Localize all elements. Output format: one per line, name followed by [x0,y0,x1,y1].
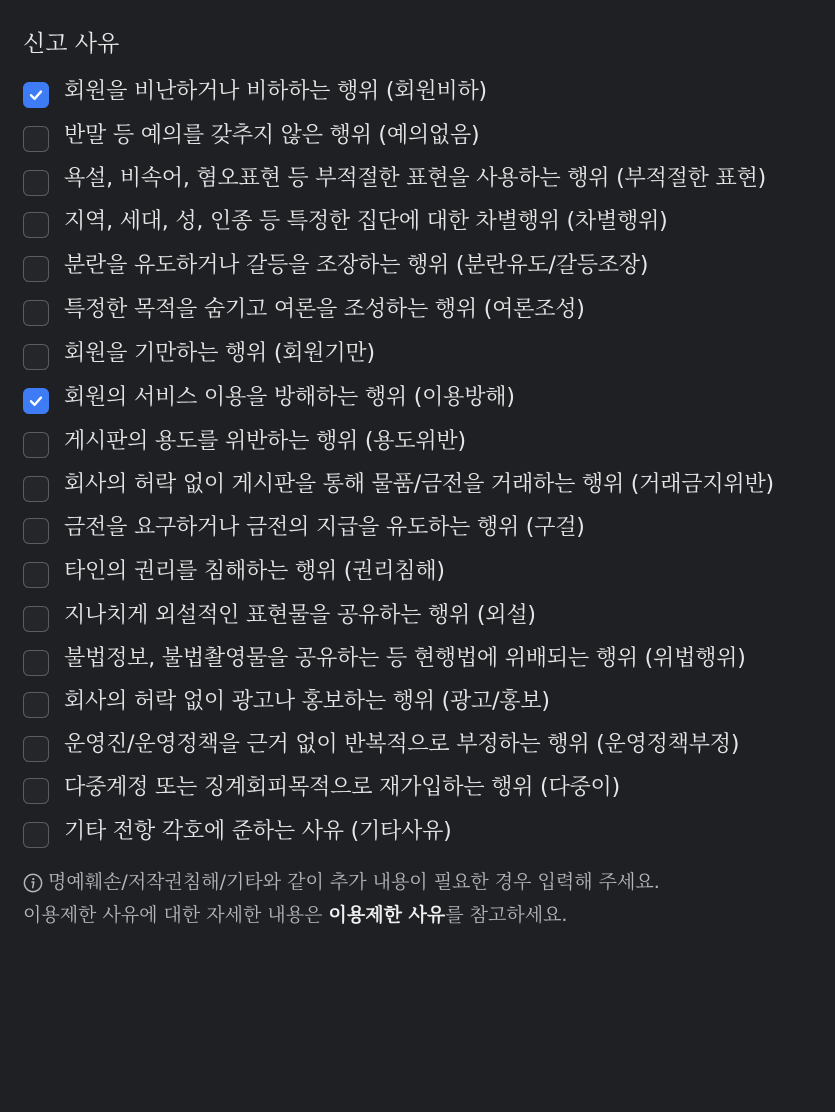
notice [23,866,813,932]
checkbox[interactable] [23,562,49,588]
reason-item-4[interactable] [23,244,813,288]
checkbox[interactable] [23,476,49,502]
reason-label: 회원을 기만하는 행위 (회원기만) [64,341,375,366]
reason-item-5[interactable] [23,288,813,332]
reason-item-3[interactable] [23,200,813,244]
checkbox[interactable] [23,778,49,804]
reason-label: 불법정보, 불법촬영물을 공유하는 등 현행법에 위배되는 행위 (위법행위) [64,646,746,671]
reason-item-13[interactable] [23,638,813,680]
info-circle-icon [23,873,43,893]
checkmark-icon [28,87,44,103]
reason-item-16[interactable] [23,766,813,810]
checkbox[interactable] [23,518,49,544]
reason-item-11[interactable] [23,550,813,594]
reason-list [23,70,813,854]
reason-label: 회사의 허락 없이 게시판을 통해 물품/금전을 거래하는 행위 (거래금지위반) [64,472,774,497]
notice-line-1 [23,866,813,899]
checkbox[interactable] [23,126,49,152]
section-title: 신고 사유 [23,31,120,57]
reason-item-8[interactable] [23,420,813,464]
checkbox[interactable] [23,692,49,718]
notice-text: 명예훼손/저작권침해/기타와 같이 추가 내용이 필요한 경우 입력해 주세요. [48,871,660,893]
reason-label: 욕설, 비속어, 혐오표현 등 부적절한 표현을 사용하는 행위 (부적절한 표현) [64,166,767,191]
reason-label: 기타 전항 각호에 준하는 사유 (기타사유) [64,819,452,844]
reason-label: 게시판의 용도를 위반하는 행위 (용도위반) [64,429,466,454]
reason-item-0[interactable] [23,70,813,114]
reason-item-14[interactable] [23,680,813,724]
reason-item-17[interactable] [23,810,813,854]
checkbox[interactable] [23,212,49,238]
notice-text-suffix: 를 참고하세요. [445,904,568,926]
reason-label: 회사의 허락 없이 광고나 홍보하는 행위 (광고/홍보) [64,689,550,714]
checkmark-icon [28,393,44,409]
reason-label: 타인의 권리를 침해하는 행위 (권리침해) [64,559,445,584]
checkbox[interactable] [23,256,49,282]
checkbox[interactable] [23,650,49,676]
notice-line-2 [23,899,813,932]
checkbox[interactable] [23,388,49,414]
restriction-reason-link[interactable]: 이용제한 사유 [328,904,446,926]
reason-item-2[interactable] [23,158,813,200]
checkbox[interactable] [23,300,49,326]
checkbox[interactable] [23,432,49,458]
reason-label: 회원을 비난하거나 비하하는 행위 (회원비하) [64,79,487,104]
reason-label: 반말 등 예의를 갖추지 않은 행위 (예의없음) [64,123,480,148]
checkbox[interactable] [23,82,49,108]
reason-item-1[interactable] [23,114,813,158]
checkbox[interactable] [23,606,49,632]
reason-label: 지역, 세대, 성, 인종 등 특정한 집단에 대한 차별행위 (차별행위) [64,209,668,234]
reason-label: 분란을 유도하거나 갈등을 조장하는 행위 (분란유도/갈등조장) [64,253,649,278]
reason-label: 지나치게 외설적인 표현물을 공유하는 행위 (외설) [64,603,536,628]
reason-item-9[interactable] [23,464,813,506]
reason-item-12[interactable] [23,594,813,638]
reason-item-15[interactable] [23,724,813,766]
reason-label: 회원의 서비스 이용을 방해하는 행위 (이용방해) [64,385,515,410]
report-reason-form [23,28,813,932]
checkbox[interactable] [23,344,49,370]
checkbox[interactable] [23,736,49,762]
reason-label: 금전을 요구하거나 금전의 지급을 유도하는 행위 (구걸) [64,515,585,540]
reason-label: 특정한 목적을 숨기고 여론을 조성하는 행위 (여론조성) [64,297,585,322]
notice-text-prefix: 이용제한 사유에 대한 자세한 내용은 [23,904,329,926]
reason-item-6[interactable] [23,332,813,376]
checkbox[interactable] [23,822,49,848]
reason-label: 운영진/운영정책을 근거 없이 반복적으로 부정하는 행위 (운영정책부정) [64,732,740,757]
reason-item-10[interactable] [23,506,813,550]
reason-label: 다중계정 또는 징계회피목적으로 재가입하는 행위 (다중이) [64,775,620,800]
checkbox[interactable] [23,170,49,196]
reason-item-7[interactable] [23,376,813,420]
